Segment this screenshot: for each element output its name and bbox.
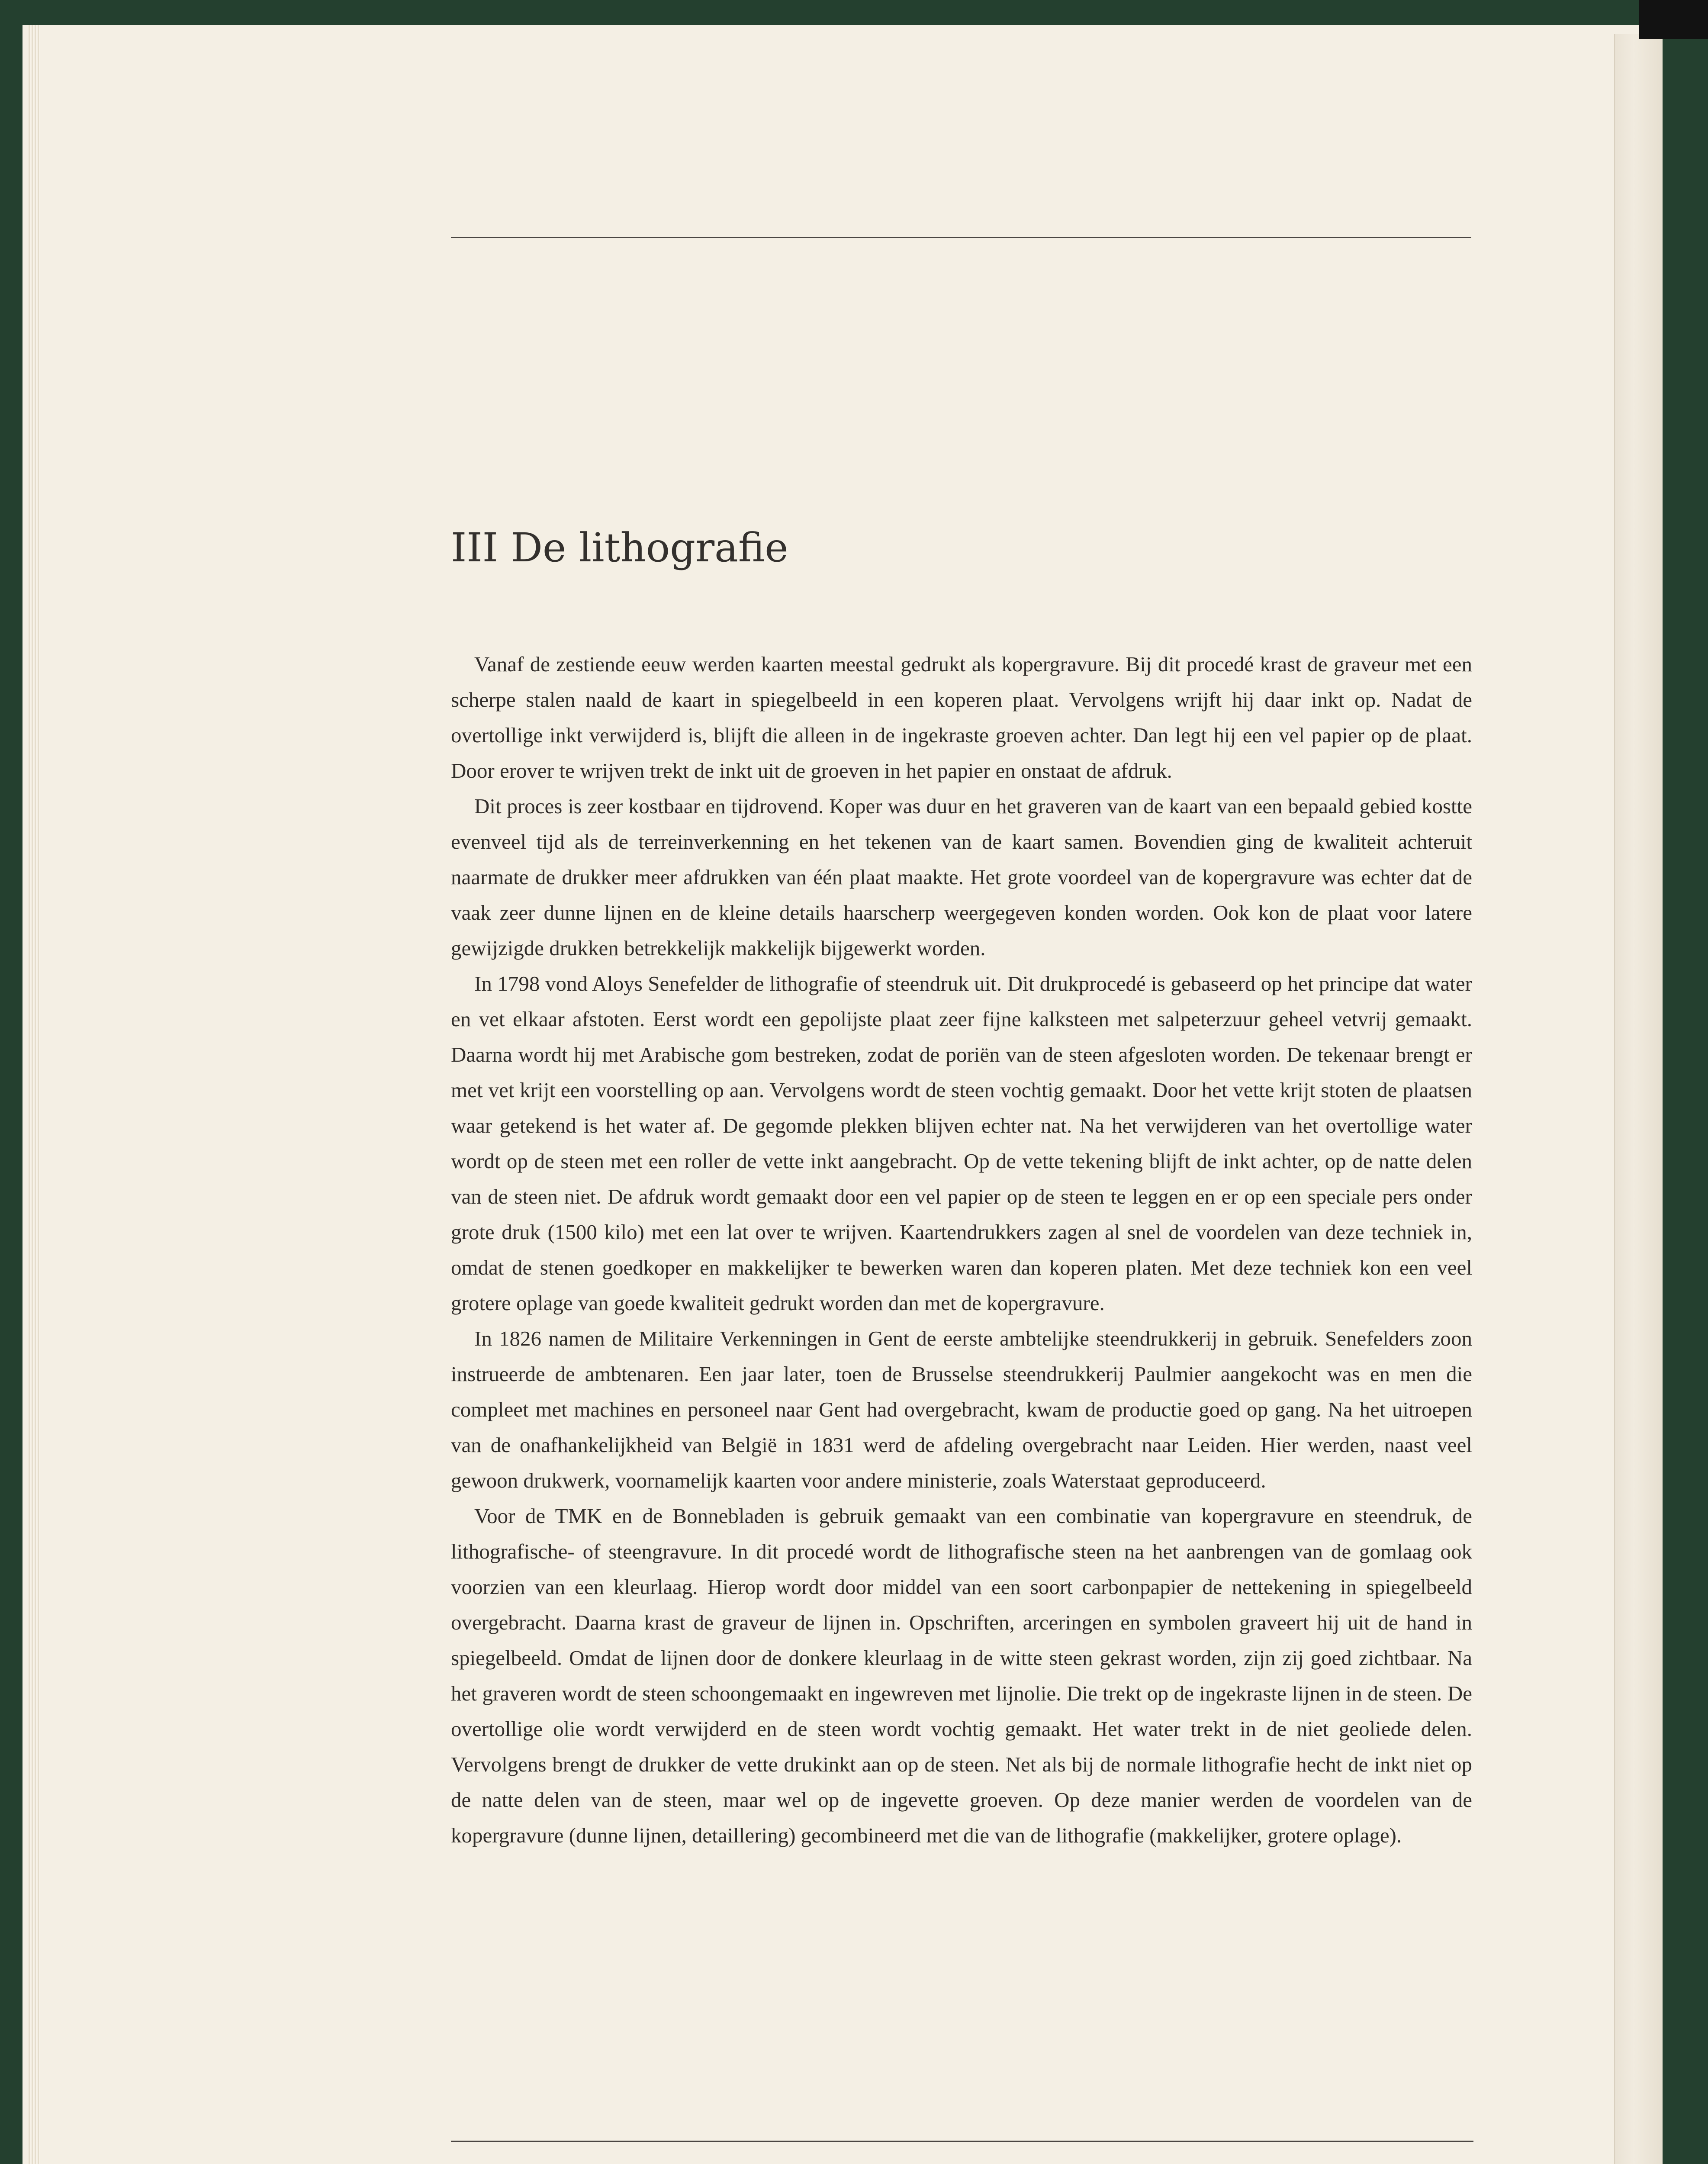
paragraph: Vanaf de zestiende eeuw werden kaarten meestal gedrukt als kopergravure. Bij dit procedé krast de graveur met een scherpe stalen naald de kaart in spiegelbeeld in een koperen plaat. Vervolgens wrijft hij daar inkt op. Nadat de overtollige inkt verwijderd is, blijft die alleen in de ingekraste groeven achter. Dan legt hij een vel papier op de plaat. Door erover te wrijven trekt de inkt uit de groeven in het papier en onstaat de afdruk. — [451, 652, 1472, 783]
scan-corner-shadow — [1639, 0, 1708, 39]
page-edge-left — [29, 25, 40, 2164]
page-edge-right — [1614, 34, 1663, 2164]
body-text — [451, 647, 1472, 1853]
top-rule — [451, 237, 1471, 238]
paragraph: Voor de TMK en de Bonnebladen is gebruik gemaakt van een combinatie van kopergravure en steendruk, de lithografische- of steengravure. In dit procedé wordt de lithografische steen na het aanbrengen van de gomlaag ook voorzien van een kleurlaag. Hierop wordt door middel van een soort carbonpapier de nettekening in spiegelbeeld overgebracht. Daarna krast de graveur de lijnen in. Opschriften, arceringen en symbolen graveert hij uit de hand in spiegelbeeld. Omdat de lijnen door de donkere kleurlaag in de witte steen gekrast worden, zijn zij goed zichtbaar. Na het graveren wordt de steen schoongemaakt en ingewreven met lijnolie. Die trekt op de ingekraste lijnen in de steen. De overtollige olie wordt verwijderd en de steen wordt vochtig gemaakt. Het water trekt in de niet geoliede delen. Vervolgens brengt de drukker de vette drukinkt aan op de steen. Net als bij de normale lithografie hecht de inkt niet op de natte delen van de steen, maar wel op de ingevette groeven. Op deze manier werden de voordelen van de kopergravure (dunne lijnen, detaillering) gecombineerd met die van de lithografie (makkelijker, grotere oplage). — [451, 1504, 1472, 1847]
paragraph: In 1826 namen de Militaire Verkenningen in Gent de eerste ambtelijke steendrukkerij in gebruik. Senefelders zoon instrueerde de ambtenaren. Een jaar later, toen de Brusselse steendrukkerij Paulmier aangekocht was en men die compleet met machines en personeel naar Gent had overgebracht, kwam de productie goed op gang. Na het uitroepen van de onafhankelijkheid van België in 1831 werd de afdeling overgebracht naar Leiden. Hier werden, naast veel gewoon drukwerk, voornamelijk kaarten voor andere ministerie, zoals Waterstaat geproduceerd. — [451, 1327, 1472, 1492]
bottom-rule — [451, 2141, 1473, 2142]
paragraph: Dit proces is zeer kostbaar en tijdrovend. Koper was duur en het graveren van de kaart van een bepaald gebied kostte evenveel tijd als de terreinverkenning en het tekenen van de kaart samen. Bovendien ging de kwaliteit achteruit naarmate de drukker meer afdrukken van één plaat maakte. Het grote voordeel van de kopergravure was echter dat de vaak zeer dunne lijnen en de kleine details haarscherp weergegeven konden worden. Ook kon de plaat voor latere gewijzigde drukken betrekkelijk makkelijk bijgewerkt worden. — [451, 794, 1472, 960]
chapter-title: III De lithografie — [451, 525, 788, 571]
paragraph: In 1798 vond Aloys Senefelder de lithografie of steendruk uit. Dit drukprocedé is gebaseerd op het principe dat water en vet elkaar afstoten. Eerst wordt een gepolijste plaat zeer fijne kalksteen met salpeterzuur geheel vetvrij gemaakt. Daarna wordt hij met Arabische gom bestreken, zodat de poriën van de steen afgesloten worden. De tekenaar brengt er met vet krijt een voorstelling op aan. Vervolgens wordt de steen vochtig gemaakt. Door het vette krijt stoten de plaatsen waar getekend is het water af. De gegomde plekken blijven echter nat. Na het verwijderen van het overtollige water wordt op de steen met een roller de vette inkt aangebracht. Op de vette tekening blijft de inkt achter, op de natte delen van de steen niet. De afdruk wordt gemaakt door een vel papier op de steen te leggen en er op een speciale pers onder grote druk (1500 kilo) met een lat over te wrijven. Kaartendrukkers zagen al snel de voordelen van deze techniek in, omdat de stenen goedkoper en makkelijker te bewerken waren dan koperen platen. Met deze techniek kon een veel grotere oplage van goede kwaliteit gedrukt worden dan met de kopergravure. — [451, 972, 1472, 1315]
